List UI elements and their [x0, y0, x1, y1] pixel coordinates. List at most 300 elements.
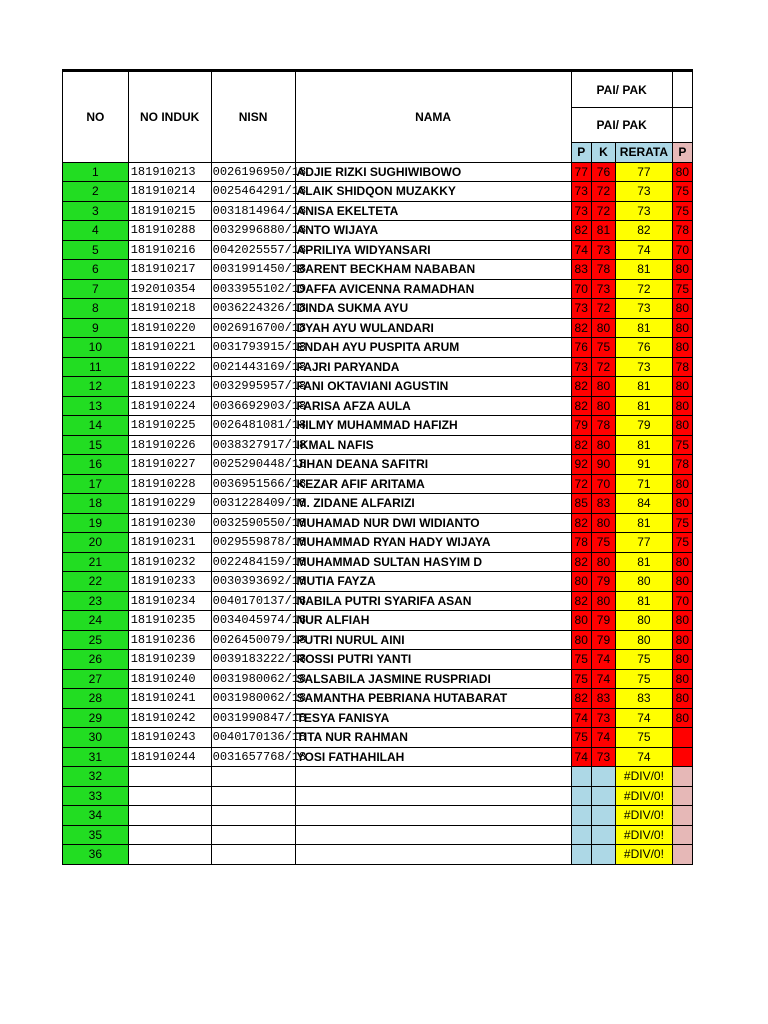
row-no-cell[interactable]: 36 [63, 845, 129, 865]
nama-cell[interactable] [295, 767, 571, 787]
p-next-cell[interactable]: 75 [672, 279, 692, 299]
rerata-cell[interactable]: #DIV/0! [616, 786, 673, 806]
nisn-cell[interactable] [211, 845, 295, 865]
k-score-cell[interactable]: 72 [591, 357, 615, 377]
nisn-cell[interactable]: 0036951566/18 [211, 474, 295, 494]
nama-cell[interactable]: M. ZIDANE ALFARIZI [295, 494, 571, 514]
no-induk-cell[interactable]: 192010354 [128, 279, 211, 299]
p-next-cell[interactable]: 80 [672, 572, 692, 592]
rerata-cell[interactable]: #DIV/0! [616, 767, 673, 787]
row-no-cell[interactable]: 15 [63, 435, 129, 455]
nisn-cell[interactable]: 0026450079/18 [211, 630, 295, 650]
nama-cell[interactable]: ENDAH AYU PUSPITA ARUM [295, 338, 571, 358]
row-no-cell[interactable]: 28 [63, 689, 129, 709]
p-score-cell[interactable]: 74 [571, 240, 591, 260]
rerata-cell[interactable]: 77 [616, 162, 673, 182]
rerata-cell[interactable]: 81 [616, 435, 673, 455]
row-no-cell[interactable]: 34 [63, 806, 129, 826]
rerata-cell[interactable]: 73 [616, 201, 673, 221]
nama-cell[interactable]: DYAH AYU WULANDARI [295, 318, 571, 338]
k-score-cell[interactable]: 80 [591, 435, 615, 455]
p-next-cell[interactable] [672, 786, 692, 806]
no-induk-cell[interactable]: 181910224 [128, 396, 211, 416]
rerata-cell[interactable]: 73 [616, 182, 673, 202]
rerata-cell[interactable]: 81 [616, 260, 673, 280]
p-score-cell[interactable]: 83 [571, 260, 591, 280]
row-no-cell[interactable]: 32 [63, 767, 129, 787]
nama-cell[interactable]: TESYA FANISYA [295, 708, 571, 728]
no-induk-cell[interactable]: 181910239 [128, 650, 211, 670]
rerata-cell[interactable]: 71 [616, 474, 673, 494]
row-no-cell[interactable]: 16 [63, 455, 129, 475]
p-next-cell[interactable] [672, 728, 692, 748]
p-next-cell[interactable] [672, 806, 692, 826]
p-score-cell[interactable]: 70 [571, 279, 591, 299]
p-score-cell[interactable] [571, 786, 591, 806]
p-next-cell[interactable]: 75 [672, 513, 692, 533]
p-next-cell[interactable]: 80 [672, 650, 692, 670]
nisn-cell[interactable]: 0034045974/18 [211, 611, 295, 631]
nisn-cell[interactable]: 0038327917/18 [211, 435, 295, 455]
header-nisn[interactable]: NISN [211, 71, 295, 163]
p-score-cell[interactable]: 74 [571, 708, 591, 728]
header-subject-sub[interactable]: PAI/ PAK [571, 108, 672, 143]
no-induk-cell[interactable]: 181910232 [128, 552, 211, 572]
nisn-cell[interactable]: 0032590550/18 [211, 513, 295, 533]
nisn-cell[interactable] [211, 786, 295, 806]
p-score-cell[interactable]: 82 [571, 221, 591, 241]
p-next-cell[interactable] [672, 825, 692, 845]
rerata-cell[interactable]: 82 [616, 221, 673, 241]
row-no-cell[interactable]: 9 [63, 318, 129, 338]
p-next-cell[interactable]: 80 [672, 474, 692, 494]
rerata-cell[interactable]: 75 [616, 669, 673, 689]
row-no-cell[interactable]: 11 [63, 357, 129, 377]
row-no-cell[interactable]: 29 [63, 708, 129, 728]
row-no-cell[interactable]: 6 [63, 260, 129, 280]
nisn-cell[interactable]: 0025464291/18 [211, 182, 295, 202]
nama-cell[interactable] [295, 786, 571, 806]
k-score-cell[interactable]: 78 [591, 416, 615, 436]
k-score-cell[interactable] [591, 767, 615, 787]
p-next-cell[interactable]: 75 [672, 435, 692, 455]
k-score-cell[interactable]: 90 [591, 455, 615, 475]
nisn-cell[interactable]: 0040170137/18 [211, 591, 295, 611]
no-induk-cell[interactable]: 181910225 [128, 416, 211, 436]
nama-cell[interactable]: SALSABILA JASMINE RUSPRIADI [295, 669, 571, 689]
k-score-cell[interactable]: 73 [591, 240, 615, 260]
nama-cell[interactable]: MUTIA FAYZA [295, 572, 571, 592]
rerata-cell[interactable]: 77 [616, 533, 673, 553]
row-no-cell[interactable]: 18 [63, 494, 129, 514]
rerata-cell[interactable]: 72 [616, 279, 673, 299]
p-score-cell[interactable]: 77 [571, 162, 591, 182]
nisn-cell[interactable]: 0026916700/18 [211, 318, 295, 338]
k-score-cell[interactable]: 72 [591, 299, 615, 319]
k-score-cell[interactable]: 81 [591, 221, 615, 241]
k-score-cell[interactable]: 80 [591, 377, 615, 397]
p-score-cell[interactable]: 82 [571, 377, 591, 397]
p-score-cell[interactable]: 82 [571, 435, 591, 455]
p-next-cell[interactable] [672, 767, 692, 787]
no-induk-cell[interactable]: 181910221 [128, 338, 211, 358]
k-score-cell[interactable]: 80 [591, 318, 615, 338]
p-next-cell[interactable]: 80 [672, 162, 692, 182]
k-score-cell[interactable] [591, 786, 615, 806]
k-score-cell[interactable]: 74 [591, 669, 615, 689]
no-induk-cell[interactable]: 181910220 [128, 318, 211, 338]
header-p[interactable]: P [571, 143, 591, 163]
k-score-cell[interactable]: 76 [591, 162, 615, 182]
p-score-cell[interactable]: 82 [571, 552, 591, 572]
nisn-cell[interactable]: 0032995957/18 [211, 377, 295, 397]
k-score-cell[interactable]: 79 [591, 572, 615, 592]
nama-cell[interactable]: YOSI FATHAHILAH [295, 747, 571, 767]
k-score-cell[interactable]: 78 [591, 260, 615, 280]
row-no-cell[interactable]: 2 [63, 182, 129, 202]
rerata-cell[interactable]: #DIV/0! [616, 825, 673, 845]
p-score-cell[interactable]: 73 [571, 299, 591, 319]
row-no-cell[interactable]: 1 [63, 162, 129, 182]
nama-cell[interactable]: HILMY MUHAMMAD HAFIZH [295, 416, 571, 436]
no-induk-cell[interactable]: 181910231 [128, 533, 211, 553]
rerata-cell[interactable]: 83 [616, 689, 673, 709]
rerata-cell[interactable]: 81 [616, 591, 673, 611]
row-no-cell[interactable]: 4 [63, 221, 129, 241]
p-next-cell[interactable]: 80 [672, 494, 692, 514]
nama-cell[interactable]: FAJRI PARYANDA [295, 357, 571, 377]
nisn-cell[interactable]: 0021443169/18 [211, 357, 295, 377]
p-score-cell[interactable] [571, 767, 591, 787]
row-no-cell[interactable]: 8 [63, 299, 129, 319]
p-next-cell[interactable]: 80 [672, 318, 692, 338]
k-score-cell[interactable]: 74 [591, 650, 615, 670]
rerata-cell[interactable]: 80 [616, 611, 673, 631]
k-score-cell[interactable]: 75 [591, 533, 615, 553]
p-score-cell[interactable]: 75 [571, 669, 591, 689]
header-subject[interactable]: PAI/ PAK [571, 71, 672, 108]
k-score-cell[interactable]: 70 [591, 474, 615, 494]
header-k[interactable]: K [591, 143, 615, 163]
p-next-cell[interactable]: 80 [672, 396, 692, 416]
no-induk-cell[interactable]: 181910244 [128, 747, 211, 767]
nisn-cell[interactable]: 0026481081/18 [211, 416, 295, 436]
nisn-cell[interactable] [211, 806, 295, 826]
p-score-cell[interactable]: 79 [571, 416, 591, 436]
k-score-cell[interactable] [591, 845, 615, 865]
no-induk-cell[interactable]: 181910223 [128, 377, 211, 397]
rerata-cell[interactable]: 73 [616, 357, 673, 377]
nisn-cell[interactable]: 0039183222/18 [211, 650, 295, 670]
k-score-cell[interactable]: 79 [591, 630, 615, 650]
p-next-cell[interactable]: 70 [672, 240, 692, 260]
nama-cell[interactable]: TITA NUR RAHMAN [295, 728, 571, 748]
p-next-cell[interactable] [672, 845, 692, 865]
no-induk-cell[interactable]: 181910240 [128, 669, 211, 689]
no-induk-cell[interactable]: 181910215 [128, 201, 211, 221]
nisn-cell[interactable]: 0033955102/19 [211, 279, 295, 299]
row-no-cell[interactable]: 33 [63, 786, 129, 806]
row-no-cell[interactable]: 7 [63, 279, 129, 299]
no-induk-cell[interactable]: 181910235 [128, 611, 211, 631]
row-no-cell[interactable]: 20 [63, 533, 129, 553]
nisn-cell[interactable]: 0036224326/18 [211, 299, 295, 319]
p-score-cell[interactable]: 73 [571, 357, 591, 377]
header-nama[interactable]: NAMA [295, 71, 571, 163]
nisn-cell[interactable]: 0031228409/18 [211, 494, 295, 514]
p-score-cell[interactable]: 75 [571, 650, 591, 670]
no-induk-cell[interactable]: 181910217 [128, 260, 211, 280]
header-p-next[interactable]: P [672, 143, 692, 163]
p-score-cell[interactable]: 82 [571, 318, 591, 338]
header-no[interactable]: NO [63, 71, 129, 163]
p-score-cell[interactable]: 78 [571, 533, 591, 553]
p-score-cell[interactable]: 82 [571, 396, 591, 416]
no-induk-cell[interactable]: 181910213 [128, 162, 211, 182]
k-score-cell[interactable]: 83 [591, 494, 615, 514]
nama-cell[interactable]: ALAIK SHIDQON MUZAKKY [295, 182, 571, 202]
p-next-cell[interactable]: 80 [672, 708, 692, 728]
p-next-cell[interactable]: 80 [672, 552, 692, 572]
row-no-cell[interactable]: 27 [63, 669, 129, 689]
p-score-cell[interactable]: 92 [571, 455, 591, 475]
nama-cell[interactable]: ROSSI PUTRI YANTI [295, 650, 571, 670]
p-next-cell[interactable]: 80 [672, 669, 692, 689]
nisn-cell[interactable]: 0030393692/18 [211, 572, 295, 592]
rerata-cell[interactable]: 81 [616, 396, 673, 416]
nisn-cell[interactable]: 0025290448/18 [211, 455, 295, 475]
no-induk-cell[interactable]: 181910243 [128, 728, 211, 748]
p-score-cell[interactable]: 75 [571, 728, 591, 748]
k-score-cell[interactable]: 73 [591, 708, 615, 728]
nama-cell[interactable]: DAFFA AVICENNA RAMADHAN [295, 279, 571, 299]
nama-cell[interactable]: IKMAL NAFIS [295, 435, 571, 455]
nisn-cell[interactable]: 0026196950/18 [211, 162, 295, 182]
row-no-cell[interactable]: 19 [63, 513, 129, 533]
k-score-cell[interactable]: 72 [591, 201, 615, 221]
row-no-cell[interactable]: 21 [63, 552, 129, 572]
nama-cell[interactable]: ADJIE RIZKI SUGHIWIBOWO [295, 162, 571, 182]
rerata-cell[interactable]: 75 [616, 728, 673, 748]
k-score-cell[interactable]: 75 [591, 338, 615, 358]
p-score-cell[interactable]: 82 [571, 689, 591, 709]
p-score-cell[interactable]: 74 [571, 747, 591, 767]
p-next-cell[interactable]: 78 [672, 221, 692, 241]
nama-cell[interactable]: JIHAN DEANA SAFITRI [295, 455, 571, 475]
nama-cell[interactable]: PUTRI NURUL AINI [295, 630, 571, 650]
nama-cell[interactable]: MUHAMMAD SULTAN HASYIM D [295, 552, 571, 572]
no-induk-cell[interactable] [128, 806, 211, 826]
rerata-cell[interactable]: 79 [616, 416, 673, 436]
rerata-cell[interactable]: 81 [616, 377, 673, 397]
k-score-cell[interactable]: 79 [591, 611, 615, 631]
row-no-cell[interactable]: 24 [63, 611, 129, 631]
nisn-cell[interactable]: 0031980062/18 [211, 689, 295, 709]
rerata-cell[interactable]: 75 [616, 650, 673, 670]
k-score-cell[interactable]: 73 [591, 279, 615, 299]
rerata-cell[interactable]: 81 [616, 552, 673, 572]
nama-cell[interactable]: SAMANTHA PEBRIANA HUTABARAT [295, 689, 571, 709]
nisn-cell[interactable]: 0032996880/18 [211, 221, 295, 241]
no-induk-cell[interactable]: 181910236 [128, 630, 211, 650]
nisn-cell[interactable]: 0029559878/18 [211, 533, 295, 553]
p-score-cell[interactable]: 85 [571, 494, 591, 514]
header-rerata[interactable]: RERATA [616, 143, 673, 163]
row-no-cell[interactable]: 5 [63, 240, 129, 260]
nama-cell[interactable]: DINDA SUKMA AYU [295, 299, 571, 319]
no-induk-cell[interactable]: 181910229 [128, 494, 211, 514]
rerata-cell[interactable]: 74 [616, 747, 673, 767]
p-next-cell[interactable]: 78 [672, 357, 692, 377]
rerata-cell[interactable]: #DIV/0! [616, 845, 673, 865]
no-induk-cell[interactable]: 181910216 [128, 240, 211, 260]
nama-cell[interactable]: MUHAMAD NUR DWI WIDIANTO [295, 513, 571, 533]
nisn-cell[interactable]: 0031657768/18 [211, 747, 295, 767]
rerata-cell[interactable]: 80 [616, 630, 673, 650]
p-next-cell[interactable]: 80 [672, 611, 692, 631]
p-score-cell[interactable] [571, 825, 591, 845]
k-score-cell[interactable] [591, 825, 615, 845]
rerata-cell[interactable]: 74 [616, 240, 673, 260]
p-score-cell[interactable]: 72 [571, 474, 591, 494]
nisn-cell[interactable]: 0031980062/18 [211, 669, 295, 689]
no-induk-cell[interactable]: 181910233 [128, 572, 211, 592]
no-induk-cell[interactable]: 181910241 [128, 689, 211, 709]
p-score-cell[interactable]: 82 [571, 513, 591, 533]
rerata-cell[interactable]: 73 [616, 299, 673, 319]
p-score-cell[interactable]: 80 [571, 611, 591, 631]
row-no-cell[interactable]: 30 [63, 728, 129, 748]
p-next-cell[interactable]: 75 [672, 182, 692, 202]
nama-cell[interactable]: FANI OKTAVIANI AGUSTIN [295, 377, 571, 397]
row-no-cell[interactable]: 25 [63, 630, 129, 650]
rerata-cell[interactable]: 74 [616, 708, 673, 728]
no-induk-cell[interactable] [128, 786, 211, 806]
nama-cell[interactable] [295, 845, 571, 865]
k-score-cell[interactable] [591, 806, 615, 826]
row-no-cell[interactable]: 3 [63, 201, 129, 221]
k-score-cell[interactable]: 80 [591, 396, 615, 416]
no-induk-cell[interactable]: 181910226 [128, 435, 211, 455]
k-score-cell[interactable]: 74 [591, 728, 615, 748]
rerata-cell[interactable]: #DIV/0! [616, 806, 673, 826]
no-induk-cell[interactable] [128, 845, 211, 865]
p-score-cell[interactable]: 82 [571, 591, 591, 611]
k-score-cell[interactable]: 72 [591, 182, 615, 202]
nisn-cell[interactable]: 0040170136/18 [211, 728, 295, 748]
nama-cell[interactable]: NUR ALFIAH [295, 611, 571, 631]
nisn-cell[interactable]: 0022484159/18 [211, 552, 295, 572]
p-score-cell[interactable]: 73 [571, 201, 591, 221]
rerata-cell[interactable]: 80 [616, 572, 673, 592]
nama-cell[interactable]: MUHAMMAD RYAN HADY WIJAYA [295, 533, 571, 553]
p-next-cell[interactable]: 80 [672, 299, 692, 319]
header-subject-sub-next[interactable] [672, 108, 692, 143]
row-no-cell[interactable]: 10 [63, 338, 129, 358]
rerata-cell[interactable]: 81 [616, 513, 673, 533]
p-score-cell[interactable] [571, 845, 591, 865]
nama-cell[interactable]: ANTO WIJAYA [295, 221, 571, 241]
nisn-cell[interactable]: 0031990847/18 [211, 708, 295, 728]
p-next-cell[interactable]: 78 [672, 455, 692, 475]
p-score-cell[interactable] [571, 806, 591, 826]
no-induk-cell[interactable]: 181910288 [128, 221, 211, 241]
k-score-cell[interactable]: 80 [591, 591, 615, 611]
nama-cell[interactable] [295, 825, 571, 845]
p-next-cell[interactable]: 80 [672, 377, 692, 397]
nisn-cell[interactable]: 0031793915/18 [211, 338, 295, 358]
nama-cell[interactable]: BARENT BECKHAM NABABAN [295, 260, 571, 280]
k-score-cell[interactable]: 73 [591, 747, 615, 767]
nisn-cell[interactable] [211, 767, 295, 787]
no-induk-cell[interactable]: 181910242 [128, 708, 211, 728]
no-induk-cell[interactable]: 181910230 [128, 513, 211, 533]
nisn-cell[interactable]: 0036692903/18 [211, 396, 295, 416]
k-score-cell[interactable]: 80 [591, 513, 615, 533]
row-no-cell[interactable]: 13 [63, 396, 129, 416]
header-subject-next[interactable] [672, 71, 692, 108]
k-score-cell[interactable]: 83 [591, 689, 615, 709]
p-score-cell[interactable]: 80 [571, 572, 591, 592]
row-no-cell[interactable]: 35 [63, 825, 129, 845]
rerata-cell[interactable]: 76 [616, 338, 673, 358]
p-next-cell[interactable]: 80 [672, 260, 692, 280]
p-next-cell[interactable]: 80 [672, 338, 692, 358]
row-no-cell[interactable]: 12 [63, 377, 129, 397]
no-induk-cell[interactable] [128, 825, 211, 845]
nama-cell[interactable] [295, 806, 571, 826]
rerata-cell[interactable]: 91 [616, 455, 673, 475]
p-next-cell[interactable]: 75 [672, 533, 692, 553]
row-no-cell[interactable]: 14 [63, 416, 129, 436]
nisn-cell[interactable]: 0031814964/18 [211, 201, 295, 221]
no-induk-cell[interactable] [128, 767, 211, 787]
nisn-cell[interactable]: 0042025557/18 [211, 240, 295, 260]
nama-cell[interactable]: NABILA PUTRI SYARIFA ASAN [295, 591, 571, 611]
no-induk-cell[interactable]: 181910228 [128, 474, 211, 494]
row-no-cell[interactable]: 22 [63, 572, 129, 592]
no-induk-cell[interactable]: 181910234 [128, 591, 211, 611]
nisn-cell[interactable]: 0031991450/18 [211, 260, 295, 280]
nama-cell[interactable]: APRILIYA WIDYANSARI [295, 240, 571, 260]
rerata-cell[interactable]: 84 [616, 494, 673, 514]
rerata-cell[interactable]: 81 [616, 318, 673, 338]
nama-cell[interactable]: ANISA EKELTETA [295, 201, 571, 221]
p-next-cell[interactable]: 80 [672, 416, 692, 436]
p-score-cell[interactable]: 80 [571, 630, 591, 650]
p-next-cell[interactable]: 70 [672, 591, 692, 611]
nama-cell[interactable]: FARISA AFZA AULA [295, 396, 571, 416]
p-next-cell[interactable]: 80 [672, 630, 692, 650]
p-score-cell[interactable]: 76 [571, 338, 591, 358]
nama-cell[interactable]: KEZAR AFIF ARITAMA [295, 474, 571, 494]
no-induk-cell[interactable]: 181910214 [128, 182, 211, 202]
header-no-induk[interactable]: NO INDUK [128, 71, 211, 163]
k-score-cell[interactable]: 80 [591, 552, 615, 572]
nisn-cell[interactable] [211, 825, 295, 845]
p-next-cell[interactable] [672, 747, 692, 767]
p-score-cell[interactable]: 73 [571, 182, 591, 202]
no-induk-cell[interactable]: 181910218 [128, 299, 211, 319]
row-no-cell[interactable]: 17 [63, 474, 129, 494]
row-no-cell[interactable]: 26 [63, 650, 129, 670]
p-next-cell[interactable]: 75 [672, 201, 692, 221]
row-no-cell[interactable]: 23 [63, 591, 129, 611]
p-next-cell[interactable]: 80 [672, 689, 692, 709]
no-induk-cell[interactable]: 181910227 [128, 455, 211, 475]
no-induk-cell[interactable]: 181910222 [128, 357, 211, 377]
row-no-cell[interactable]: 31 [63, 747, 129, 767]
